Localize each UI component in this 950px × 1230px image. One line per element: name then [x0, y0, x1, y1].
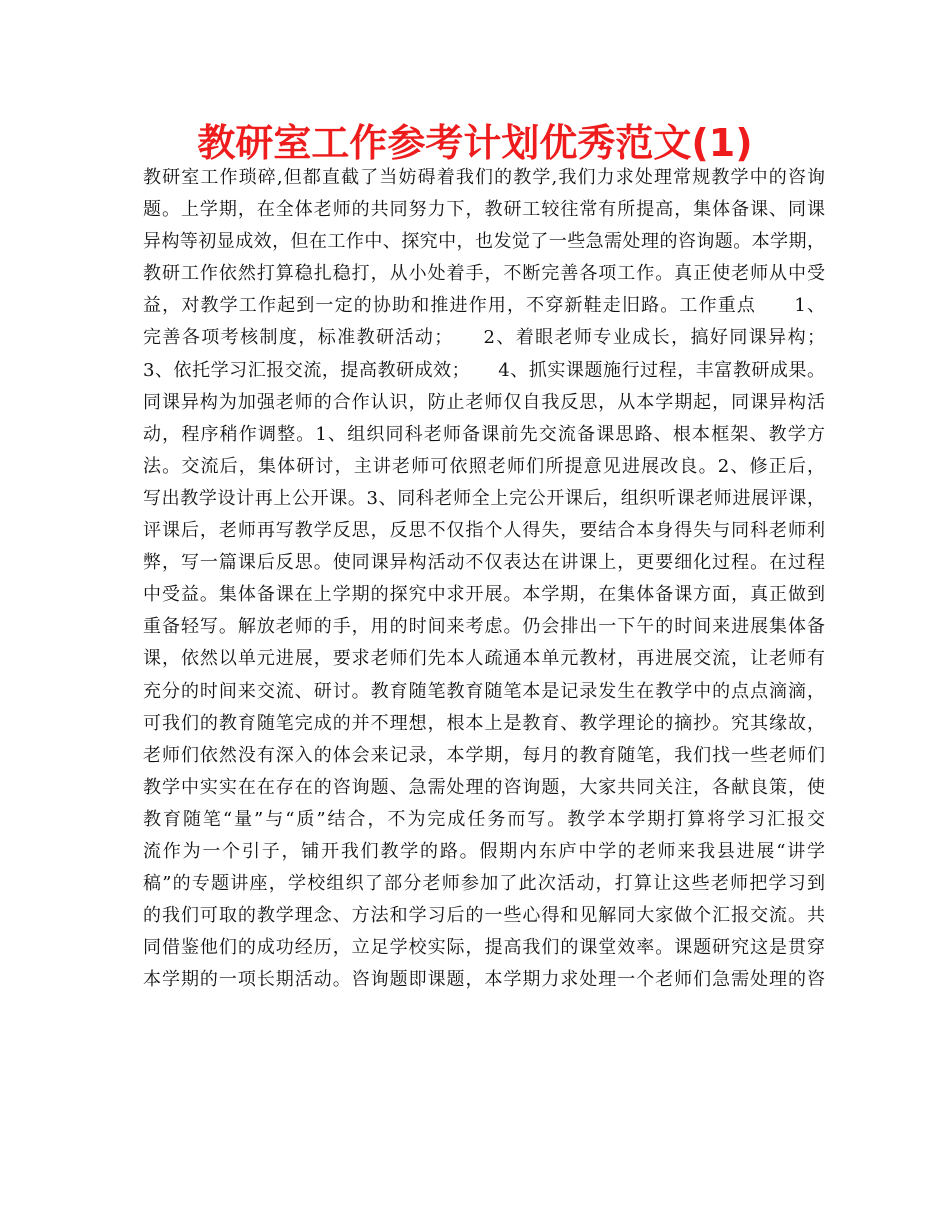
document-body — [143, 162, 825, 996]
body-line: 写出教学设计再上公开课。3、同科老师全上完公开课后，组织听课老师进展评课， — [143, 487, 825, 509]
body-line: 完善各项考核制度，标准教研活动； 2、着眼老师专业成长，搞好同课异构； — [143, 327, 825, 349]
body-line: 中受益。集体备课在上学期的探究中求开展。本学期，在集体备课方面，真正做到 — [143, 584, 825, 606]
document-title: 教研室工作参考计划优秀范文(1) — [197, 121, 753, 165]
body-line: 弊，写一篇课后反思。使同课异构活动不仅表达在讲课上，更要细化过程。在过程 — [143, 552, 825, 574]
body-line: 法。交流后，集体研讨，主讲老师可依照老师们所提意见进展改良。2、修正后， — [143, 455, 825, 477]
body-line: 题。上学期，在全体老师的共同努力下，教研工较往常有所提高，集体备课、同课 — [143, 199, 825, 221]
body-line: 动，程序稍作调整。1、组织同科老师备课前先交流备课思路、根本框架、教学方 — [143, 423, 825, 445]
body-line: 可我们的教育随笔完成的并不理想，根本上是教育、教学理论的摘抄。究其缘故， — [143, 712, 825, 734]
body-line: 教育随笔“量”与“质”结合，不为完成任务而写。教学本学期打算将学习汇报交 — [143, 808, 825, 830]
body-line: 稿”的专题讲座，学校组织了部分老师参加了此次活动，打算让这些老师把学习到 — [143, 873, 825, 895]
body-line: 3、依托学习汇报交流，提高教研成效； 4、抓实课题施行过程，丰富教研成果。 — [143, 359, 825, 381]
body-line: 老师们依然没有深入的体会来记录，本学期，每月的教育随笔，我们找一些老师们 — [143, 744, 825, 766]
body-line: 教研工作依然打算稳扎稳打，从小处着手，不断完善各项工作。真正使老师从中受 — [143, 263, 825, 285]
body-line: 的我们可取的教学理念、方法和学习后的一些心得和见解同大家做个汇报交流。共 — [143, 905, 825, 927]
body-line: 教学中实实在在存在的咨询题、急需处理的咨询题，大家共同关注，各献良策，使 — [143, 776, 825, 798]
body-line: 同借鉴他们的成功经历，立足学校实际，提高我们的课堂效率。课题研究这是贯穿 — [143, 937, 825, 959]
body-line: 本学期的一项长期活动。咨询题即课题，本学期力求处理一个老师们急需处理的咨 — [143, 969, 825, 991]
body-line: 充分的时间来交流、研讨。教育随笔教育随笔本是记录发生在教学中的点点滴滴， — [143, 680, 825, 702]
body-line: 同课异构为加强老师的合作认识，防止老师仅自我反思，从本学期起，同课异构活 — [143, 391, 825, 413]
body-line: 重备轻写。解放老师的手，用的时间来考虑。仍会排出一下午的时间来进展集体备 — [143, 616, 825, 638]
body-line: 教研室工作琐碎,但都直截了当妨碍着我们的教学,我们力求处理常规教学中的咨询 — [143, 167, 825, 188]
body-line: 评课后，老师再写教学反思，反思不仅指个人得失，要结合本身得失与同科老师利 — [143, 520, 825, 542]
body-line: 流作为一个引子，铺开我们教学的路。假期内东庐中学的老师来我县进展“讲学 — [143, 840, 825, 862]
body-line: 益，对教学工作起到一定的协助和推进作用，不穿新鞋走旧路。工作重点 1、 — [143, 295, 825, 317]
body-line: 异构等初显成效，但在工作中、探究中，也发觉了一些急需处理的咨询题。本学期， — [143, 231, 825, 253]
body-line: 课，依然以单元进展，要求老师们先本人疏通本单元教材，再进展交流，让老师有 — [143, 648, 825, 670]
